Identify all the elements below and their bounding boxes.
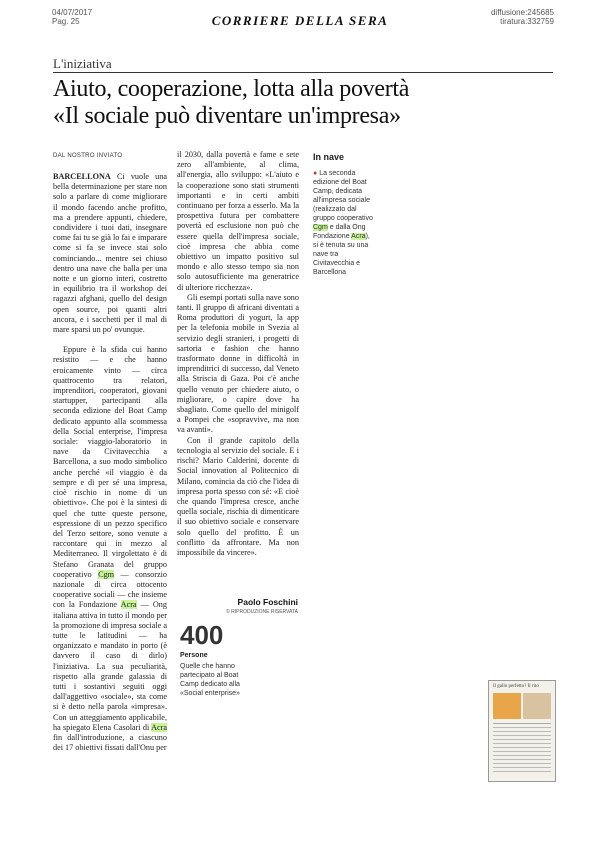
highlight-acra: Acra [120, 600, 137, 610]
author-name: Paolo Foschini [237, 597, 298, 607]
thumbnail-line [493, 759, 551, 760]
headline-line-1: Aiuto, cooperazione, lotta alla povertà [53, 76, 410, 102]
page-date: 04/07/2017 [52, 8, 93, 17]
page-thumbnail [488, 680, 556, 782]
sidebar-text [313, 169, 373, 277]
thumbnail-line [493, 767, 551, 768]
paragraph-text: — consorzio nazionale di circa ottocento cooperative sociali — che insieme con la Fondazione [53, 569, 167, 610]
paragraph-text: fin dall'introduzione, a ciascuno dei 17 obiettivi fissati dall'Onu per [53, 732, 167, 753]
print-run: tiratura:332759 [500, 17, 554, 26]
paragraph-text: Eppure è la sfida cui hanno resistito — e che hanno eroicamente vinto — circa quattrocento tra relatori, imprenditori, cooperatori, giovani startupper, partecipanti alla seconda edizione del Boat Camp dedicato appunto alla scommessa della Social enterprise, l'impresa sociale: viaggio-laboratorio in nave da Civitavecchia a Barcellona, a suo modo simbolico anche perché «il viaggio è da sempre e di per sé una impresa, cioè rischio in nome di un obiettivo». Che poi è la sintesi di quel che tutte queste persone, espressione di un pezzo specifico del Terzo settore, sono venute a raccontare qui in mezzo al Mediterraneo. Il virgolettato è di Stefano Granata del gruppo cooperativo [53, 345, 167, 579]
paragraph [53, 172, 167, 335]
copyright-notice: © RIPRODUZIONE RISERVATA [226, 609, 298, 615]
thumbnail-line [493, 747, 551, 748]
bullet-icon: ● [313, 170, 318, 177]
sidebar-text-part: La seconda edizione del Boat Camp, dedicata all'impresa sociale (realizzato dal gruppo cooperativo [313, 170, 373, 222]
masthead: CORRIERE DELLA SERA [211, 13, 389, 28]
thumbnail-line [493, 727, 551, 728]
highlight-acra: Acra [151, 722, 167, 732]
page-number: Pag. 25 [52, 17, 80, 26]
thumbnail-line [493, 723, 551, 724]
thumbnail-line [493, 735, 551, 736]
byline-dateline: DAL NOSTRO INVIATO [53, 153, 123, 159]
paragraph [53, 345, 167, 753]
sidebar-text-part: e dalla Ong Fondazione [313, 224, 366, 240]
kicker: L'iniziativa [53, 56, 112, 71]
thumbnail-photo [523, 693, 551, 719]
dateline-city: BARCELLONA [53, 172, 111, 181]
highlight-cgm: Cgm [313, 224, 328, 231]
paragraph-text: Ci vuole una bella determinazione per stare non solo a parlare di come migliorare il mondo facendo anche profitto, ma a prendere appunti, chiedere, condividere i tuoi dati, insegnare come fai tu se già lo fai e imparare come si fa se invece stai solo cominciando... mentre sei chiuso dentro una nave che balla per una notte e un giorno interi, costretto in equilibrio tra il workshop dei ragazzi afghani, quello del design open source, poi quanti altri ancora, e i sacchetti per il mal di mare sparsi un po' ovunque. [53, 172, 167, 335]
paragraph: il 2030, dalla povertà e fame e sete zero all'ambiente, al clima, all'energia, allo sviluppo: «L'aiuto e la cooperazione sono stati strumenti importanti e in certi ambiti continuano per forza a esserlo. Ma la prospettiva futura per combattere povertà ed esclusione non può che essere quella dell'impresa sociale, cioè impresa che abbia come obiettivo un impatto positivo sul mondo e allo stesso tempo sia non solo autosufficiente ma generatrice di ulteriore ricchezza». [177, 150, 299, 292]
stat-description: Quelle che hanno partecipato al Boat Camp dedicato alla «Social enterprise» [180, 663, 240, 697]
divider [53, 72, 553, 73]
sidebar-title: In nave [313, 152, 345, 162]
highlight-acra: Acra [351, 233, 366, 240]
thumbnail-line [493, 743, 551, 744]
paragraph: Gli esempi portati sulla nave sono tanti. Il gruppo di africani diventati a Roma produttori di yogurt, la app per la telefonia mobile in Svezia al servizio degli stranieri, i progetti di sartoria e fashion che hanno trasformato donne in difficoltà in imprenditrici di successo, dal Veneto alla Striscia di Gaza. Poi c'è anche quello venuto per chiedere aiuto, o migliorare, o capire dove ha sbagliato. Come quello del minigolf a Pompei che «sopravvive, ma non va avanti». [177, 292, 299, 435]
thumbnail-line [493, 763, 551, 764]
paragraph: Con il grande capitolo della tecnologia al servizio del sociale. E i rischi? Mario Calderini, docente di Social innovation al Politecnico di Milano, comincia da ciò che l'idea di impresa porta spesso con sé: «E cioè che quando l'impresa cresce, anche quella sociale, rischia di dimenticare il suo obiettivo sociale e conservare solo quello del profitto. È un conflitto da affrontare. Ma non impossibile da vincere». [177, 435, 299, 557]
thumbnail-line [493, 755, 551, 756]
article-column-1 [53, 172, 167, 753]
highlight-cgm: Cgm [98, 569, 115, 579]
thumbnail-line [493, 751, 551, 752]
stat-label: Persone [180, 652, 208, 659]
headline [53, 76, 563, 130]
circulation: diffusione:245685 [490, 8, 554, 17]
headline-line-2: «Il sociale può diventare un'impresa» [53, 103, 401, 129]
thumbnail-line [493, 731, 551, 732]
stat-number: 400 [180, 620, 224, 650]
article-column-2 [177, 150, 299, 558]
thumbnail-photo [493, 693, 521, 719]
thumbnail-line [493, 771, 551, 772]
thumbnail-title: Il gallo perfetto? Il rito [493, 684, 539, 689]
thumbnail-line [493, 739, 551, 740]
sidebar-text-part: ), si è tenuta su una nave tra Civitavecchia e Barcellona [313, 233, 370, 276]
paragraph-text: — Ong italiana attiva in tutto il mondo per la promozione di impresa sociale a tutte le latitudini — ha organizzato e mandato in porto (è davvero il caso di dirlo) l'iniziativa. La sua peculiarità, rispetto alla grande galassia di tutti i sostantivi seguiti oggi dall'aggettivo «sociale», sta come si è detto nella parola «impresa». Con un atteggiamento applicabile, ha spiegato Elena Casolari di [53, 600, 167, 732]
